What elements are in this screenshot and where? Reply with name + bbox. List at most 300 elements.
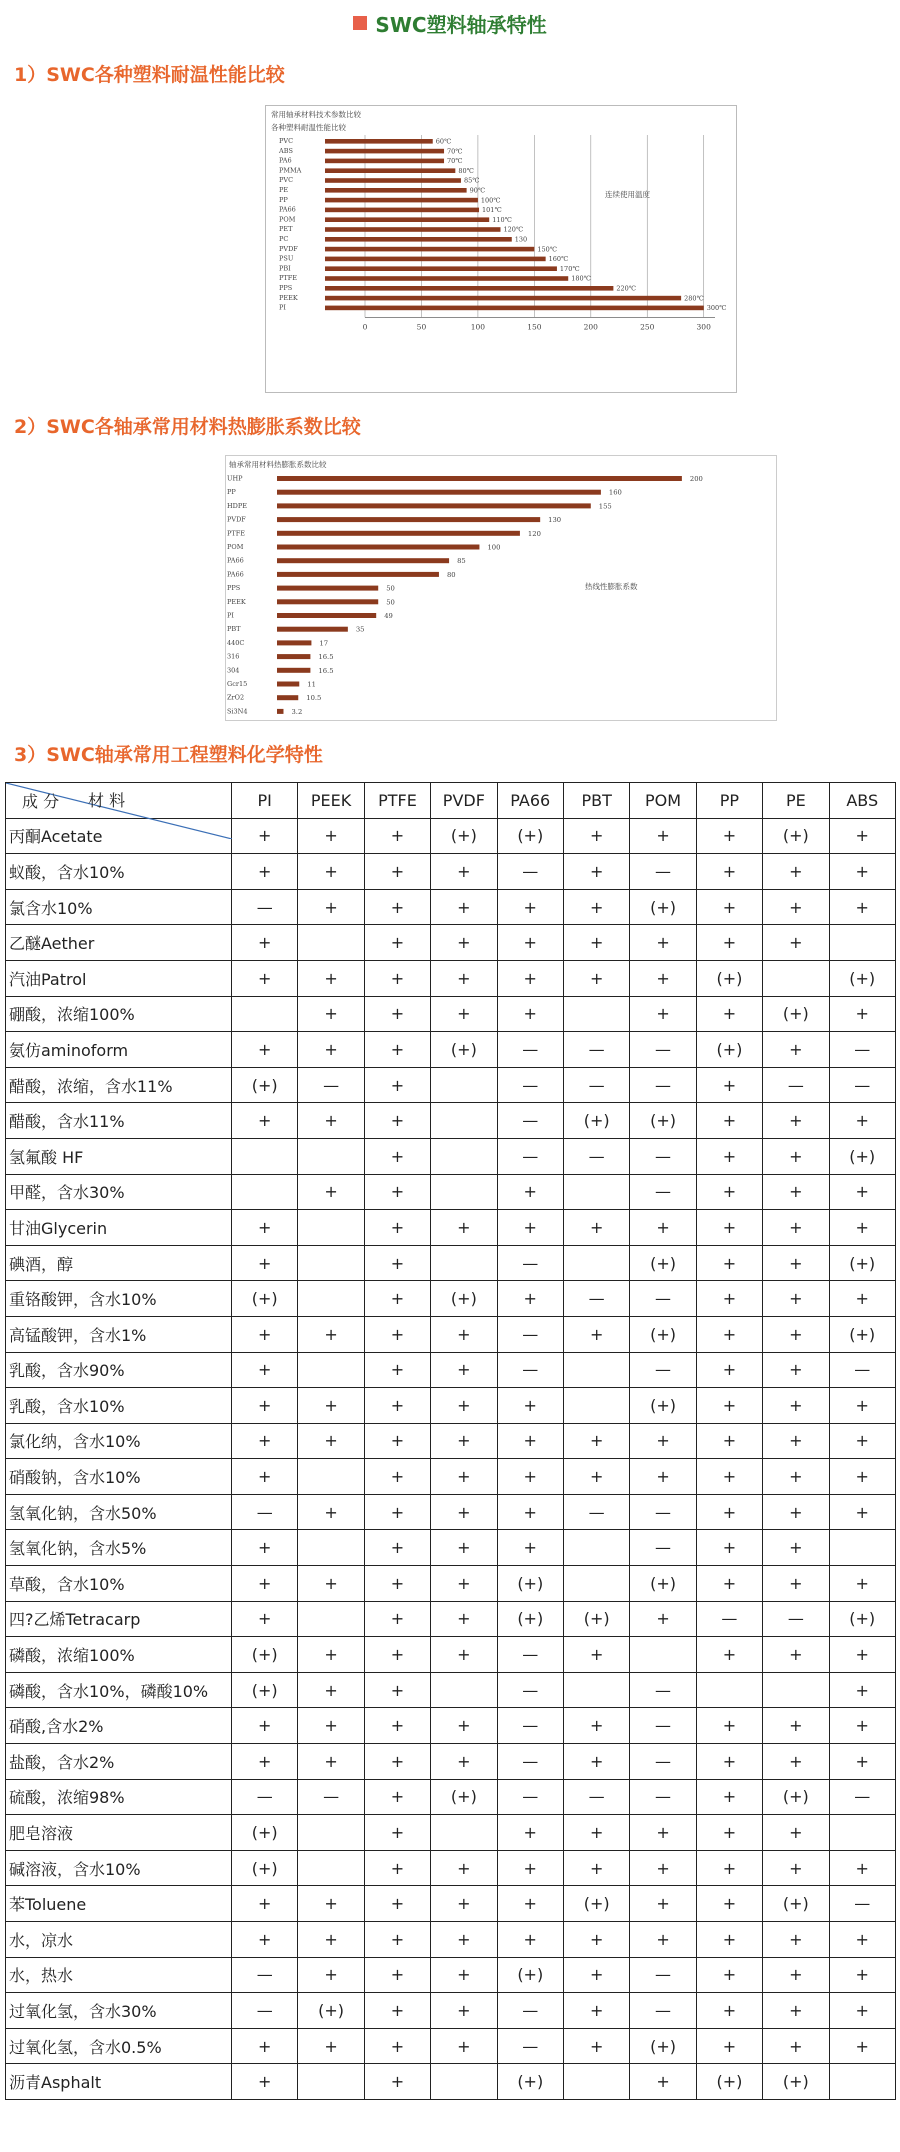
table-cell: [563, 1672, 629, 1708]
column-header: PVDF: [431, 783, 497, 819]
column-header: PI: [232, 783, 298, 819]
table-cell: +: [232, 818, 298, 854]
table-cell: +: [364, 1744, 430, 1780]
table-cell: +: [563, 818, 629, 854]
table-cell: +: [364, 1494, 430, 1530]
table-cell: (+): [497, 2064, 563, 2100]
heat-value-label: 60℃: [435, 137, 452, 146]
table-cell: +: [232, 1530, 298, 1566]
table-cell: [431, 1067, 497, 1103]
table-cell: —: [630, 854, 696, 890]
table-cell: +: [763, 1174, 829, 1210]
table-cell: +: [232, 1388, 298, 1424]
heat-bar: [325, 168, 455, 173]
table-cell: +: [232, 1316, 298, 1352]
table-cell: +: [431, 1708, 497, 1744]
table-cell: +: [763, 889, 829, 925]
table-cell: +: [232, 2064, 298, 2100]
thermal-bar: [277, 682, 299, 687]
table-cell: +: [298, 1672, 364, 1708]
table-cell: —: [563, 1494, 629, 1530]
heat-value-label: 101℃: [482, 206, 502, 215]
table-cell: —: [630, 1744, 696, 1780]
table-cell: +: [630, 1922, 696, 1958]
table-row: [6, 1245, 896, 1281]
table-cell: +: [298, 1886, 364, 1922]
heat-category-label: PC: [279, 235, 289, 243]
thermal-bar: [277, 640, 311, 645]
table-cell: —: [563, 1138, 629, 1174]
thermal-category-label: ZrO2: [227, 693, 245, 702]
heat-bar: [325, 247, 534, 252]
table-cell: +: [232, 925, 298, 961]
table-cell: —: [232, 1779, 298, 1815]
table-cell: +: [696, 854, 762, 890]
table-cell: +: [630, 1886, 696, 1922]
table-cell: +: [298, 1174, 364, 1210]
table-cell: +: [763, 1210, 829, 1246]
table-cell: +: [763, 1708, 829, 1744]
table-cell: +: [232, 1032, 298, 1068]
heat-value-label: 80℃: [458, 166, 474, 175]
table-row: [6, 889, 896, 925]
heat-category-label: PI: [279, 303, 286, 312]
table-cell: —: [630, 1779, 696, 1815]
table-cell: —: [763, 1067, 829, 1103]
thermal-bar: [277, 531, 520, 536]
table-cell: +: [829, 1281, 895, 1317]
table-cell: (+): [763, 2064, 829, 2100]
table-cell: +: [829, 1459, 895, 1495]
column-header: PEEK: [298, 783, 364, 819]
table-cell: +: [298, 1103, 364, 1139]
table-cell: +: [696, 2028, 762, 2064]
table-cell: —: [497, 1637, 563, 1673]
table-cell: —: [497, 1138, 563, 1174]
table-row: [6, 1957, 896, 1993]
table-cell: +: [829, 1210, 895, 1246]
table-cell: —: [563, 1067, 629, 1103]
heat-x-tick-label: 100: [470, 322, 486, 332]
table-cell: +: [364, 889, 430, 925]
table-row: [6, 1850, 896, 1886]
heat-category-label: PP: [279, 195, 288, 204]
table-row: [6, 1103, 896, 1139]
table-cell: +: [431, 854, 497, 890]
table-cell: [298, 2064, 364, 2100]
heat-bar: [325, 188, 467, 193]
heat-bar: [325, 286, 613, 291]
table-cell: [763, 960, 829, 996]
table-cell: —: [630, 1067, 696, 1103]
table-cell: +: [696, 1779, 762, 1815]
thermal-value-label: 120: [527, 529, 541, 538]
heat-category-label: PBI: [279, 264, 291, 273]
table-cell: (+): [630, 1245, 696, 1281]
table-cell: —: [497, 1032, 563, 1068]
table-cell: +: [696, 1744, 762, 1780]
table-cell: +: [763, 854, 829, 890]
row-label: 磷酸，含水10%，磷酸10%: [6, 1672, 232, 1708]
table-cell: —: [630, 1352, 696, 1388]
table-cell: +: [364, 1566, 430, 1602]
table-cell: (+): [232, 1067, 298, 1103]
table-row: [6, 854, 896, 890]
table-cell: +: [763, 1637, 829, 1673]
table-cell: (+): [232, 1815, 298, 1851]
heat-x-tick-label: 250: [640, 322, 655, 332]
row-label: 高锰酸钾，含水1%: [6, 1316, 232, 1352]
table-cell: +: [696, 1281, 762, 1317]
table-cell: [563, 1530, 629, 1566]
heat-category-label: PE: [279, 186, 289, 194]
heat-chart-title: 常用轴承材料技术参数比较: [271, 110, 361, 119]
thermal-value-label: 160: [608, 488, 622, 497]
table-cell: —: [497, 1779, 563, 1815]
table-cell: (+): [497, 1566, 563, 1602]
table-row: [6, 1352, 896, 1388]
table-cell: +: [696, 1850, 762, 1886]
column-header: POM: [630, 783, 696, 819]
table-cell: +: [763, 1423, 829, 1459]
heat-category-label: PPS: [279, 284, 293, 292]
thermal-value-label: 200: [689, 475, 703, 483]
table-row: [6, 1281, 896, 1317]
table-cell: +: [696, 1993, 762, 2029]
row-label: 过氧化氢，含水0.5%: [6, 2028, 232, 2064]
thermal-value-label: 10.5: [306, 694, 322, 703]
page-title: SWC塑料轴承特性: [375, 12, 547, 37]
table-cell: +: [696, 818, 762, 854]
table-cell: +: [829, 2028, 895, 2064]
table-cell: +: [497, 1423, 563, 1459]
thermal-value-label: 80: [446, 570, 456, 579]
row-label: 碱溶液，含水10%: [6, 1850, 232, 1886]
row-label: 水，热水: [6, 1957, 232, 1993]
table-cell: +: [431, 1744, 497, 1780]
row-label: 乳酸，含水90%: [6, 1352, 232, 1388]
table-cell: [431, 1672, 497, 1708]
table-cell: +: [364, 925, 430, 961]
table-cell: +: [431, 1993, 497, 2029]
table-cell: +: [298, 960, 364, 996]
table-cell: [829, 2064, 895, 2100]
row-label: 沥青Asphalt: [6, 2064, 232, 2100]
table-row: [6, 1886, 896, 1922]
thermal-category-label: POM: [227, 543, 244, 551]
table-cell: +: [364, 818, 430, 854]
table-cell: +: [763, 1245, 829, 1281]
table-cell: [298, 1245, 364, 1281]
thermal-value-label: 16.5: [318, 653, 334, 662]
table-cell: +: [696, 1174, 762, 1210]
heat-x-tick-label: 50: [416, 322, 427, 332]
table-cell: +: [829, 1174, 895, 1210]
table-cell: +: [431, 1530, 497, 1566]
table-cell: —: [630, 1494, 696, 1530]
table-cell: +: [364, 1530, 430, 1566]
table-row: [6, 1316, 896, 1352]
table-cell: [563, 996, 629, 1032]
table-cell: +: [829, 1922, 895, 1958]
thermal-category-label: Gcr15: [227, 680, 248, 688]
heat-value-label: 300℃: [706, 304, 727, 313]
heat-x-tick-label: 0: [362, 322, 368, 332]
table-cell: —: [497, 1744, 563, 1780]
table-cell: +: [563, 1637, 629, 1673]
table-row: [6, 960, 896, 996]
thermal-category-label: PVDF: [227, 515, 246, 524]
table-cell: +: [232, 1886, 298, 1922]
table-cell: +: [364, 960, 430, 996]
row-label: 硝酸钠，含水10%: [6, 1459, 232, 1495]
thermal-bar: [277, 503, 591, 508]
table-cell: +: [829, 889, 895, 925]
thermal-category-label: PBT: [227, 625, 241, 634]
thermal-category-label: PA66: [227, 570, 244, 579]
heat-value-label: 100℃: [480, 196, 501, 205]
table-cell: +: [563, 960, 629, 996]
table-cell: +: [232, 1566, 298, 1602]
table-cell: +: [563, 1815, 629, 1851]
table-cell: +: [563, 1922, 629, 1958]
table-cell: +: [696, 1922, 762, 1958]
table-cell: +: [431, 1886, 497, 1922]
table-cell: +: [364, 996, 430, 1032]
table-row: [6, 1601, 896, 1637]
table-cell: (+): [763, 1779, 829, 1815]
heat-category-label: ABS: [279, 146, 293, 155]
heat-bar: [325, 198, 478, 203]
table-corner-cell: [6, 783, 232, 819]
column-header: PP: [696, 783, 762, 819]
table-row: [6, 1494, 896, 1530]
table-row: [6, 1993, 896, 2029]
table-cell: (+): [431, 1032, 497, 1068]
table-cell: [563, 1352, 629, 1388]
row-label: 磷酸，浓缩100%: [6, 1637, 232, 1673]
heat-chart-subtitle: 各种塑料耐温性能比较: [271, 123, 346, 132]
thermal-category-label: UHP: [227, 474, 243, 483]
table-cell: —: [630, 1174, 696, 1210]
table-cell: (+): [431, 1281, 497, 1317]
heat-value-label: 90℃: [469, 186, 486, 195]
table-cell: +: [298, 1957, 364, 1993]
table-cell: —: [829, 1032, 895, 1068]
table-cell: +: [497, 996, 563, 1032]
heat-x-tick-label: 150: [527, 322, 542, 332]
table-row: [6, 1815, 896, 1851]
row-label: 盐酸，含水2%: [6, 1744, 232, 1780]
table-cell: +: [630, 2064, 696, 2100]
table-cell: +: [630, 1459, 696, 1495]
table-cell: +: [829, 854, 895, 890]
table-cell: +: [696, 1388, 762, 1424]
table-cell: [298, 1210, 364, 1246]
table-cell: +: [829, 1708, 895, 1744]
table-cell: (+): [232, 1672, 298, 1708]
table-cell: +: [497, 1886, 563, 1922]
table-row: [6, 1922, 896, 1958]
table-cell: +: [630, 818, 696, 854]
table-cell: (+): [497, 818, 563, 854]
heat-bar: [325, 159, 444, 164]
row-label: 乙醚Aether: [6, 925, 232, 961]
table-cell: —: [563, 1032, 629, 1068]
table-cell: +: [497, 960, 563, 996]
row-label: 氨仿aminoform: [6, 1032, 232, 1068]
table-cell: [563, 1174, 629, 1210]
thermal-chart-title: 轴承常用材料热膨胀系数比较: [229, 460, 327, 469]
table-cell: +: [563, 2028, 629, 2064]
table-cell: +: [829, 1103, 895, 1139]
heat-bar: [325, 257, 546, 262]
table-cell: +: [696, 1459, 762, 1495]
table-cell: —: [497, 854, 563, 890]
table-cell: [696, 1672, 762, 1708]
thermal-category-label: 304: [227, 666, 240, 675]
table-cell: —: [630, 1281, 696, 1317]
table-cell: +: [364, 1957, 430, 1993]
heat-bar: [325, 217, 489, 222]
table-cell: [431, 1245, 497, 1281]
table-cell: +: [497, 1494, 563, 1530]
heat-bar: [325, 276, 568, 281]
table-cell: [298, 1530, 364, 1566]
table-cell: +: [696, 1886, 762, 1922]
table-cell: +: [298, 1708, 364, 1744]
table-cell: +: [563, 1993, 629, 2029]
table-cell: +: [763, 1957, 829, 1993]
table-cell: +: [630, 960, 696, 996]
table-cell: —: [298, 1779, 364, 1815]
table-cell: (+): [630, 2028, 696, 2064]
row-label: 醋酸，浓缩，含水11%: [6, 1067, 232, 1103]
table-cell: +: [431, 996, 497, 1032]
table-cell: [298, 1815, 364, 1851]
heat-category-label: PTFE: [279, 274, 297, 283]
table-cell: +: [763, 1316, 829, 1352]
table-cell: (+): [829, 1316, 895, 1352]
page-header: [0, 8, 900, 38]
thermal-category-label: PA66: [227, 556, 244, 565]
table-cell: +: [232, 1352, 298, 1388]
table-cell: —: [829, 1067, 895, 1103]
table-cell: +: [364, 1779, 430, 1815]
thermal-value-label: 11: [307, 680, 316, 689]
row-label: 氯含水10%: [6, 889, 232, 925]
table-cell: +: [364, 1672, 430, 1708]
table-cell: +: [630, 1423, 696, 1459]
thermal-value-label: 130: [548, 516, 562, 525]
table-cell: +: [431, 925, 497, 961]
column-header: ABS: [829, 783, 895, 819]
heat-value-label: 180℃: [571, 274, 591, 283]
table-cell: +: [763, 925, 829, 961]
row-label: 碘酒，醇: [6, 1245, 232, 1281]
thermal-bar: [277, 476, 682, 481]
table-cell: +: [696, 1316, 762, 1352]
table-cell: +: [829, 996, 895, 1032]
heat-category-label: PVC: [279, 176, 294, 185]
table-cell: +: [763, 1032, 829, 1068]
chemical-properties-table: [5, 782, 896, 2100]
table-cell: +: [497, 1850, 563, 1886]
heat-value-label: 110℃: [492, 215, 512, 224]
heat-category-label: PMMA: [279, 166, 302, 175]
table-cell: [563, 2064, 629, 2100]
table-cell: +: [364, 1922, 430, 1958]
section-heading-heat: 1）SWC各种塑料耐温性能比较: [14, 64, 285, 86]
table-cell: +: [763, 1922, 829, 1958]
table-cell: +: [364, 1281, 430, 1317]
table-cell: +: [497, 889, 563, 925]
heat-value-label: 130: [514, 235, 528, 244]
table-cell: +: [563, 1210, 629, 1246]
table-cell: [763, 1672, 829, 1708]
table-cell: +: [364, 854, 430, 890]
heat-resistance-chart: [265, 105, 737, 393]
thermal-bar: [277, 586, 378, 591]
heat-value-label: 150℃: [537, 245, 558, 254]
thermal-value-label: 85: [457, 557, 466, 566]
table-cell: +: [364, 1388, 430, 1424]
table-cell: +: [829, 1423, 895, 1459]
table-row: [6, 925, 896, 961]
section-heading-chemical: 3）SWC轴承常用工程塑料化学特性: [14, 744, 323, 766]
table-cell: +: [364, 1423, 430, 1459]
heat-category-label: PEEK: [279, 293, 298, 302]
table-cell: +: [232, 960, 298, 996]
table-cell: —: [630, 1032, 696, 1068]
table-cell: +: [364, 1352, 430, 1388]
table-cell: +: [431, 960, 497, 996]
thermal-bar: [277, 599, 378, 604]
table-cell: +: [298, 1316, 364, 1352]
table-cell: +: [763, 1459, 829, 1495]
thermal-value-label: 50: [386, 584, 395, 593]
thermal-chart-legend: 热线性膨胀系数: [585, 582, 638, 591]
table-cell: +: [364, 1210, 430, 1246]
table-cell: —: [497, 1708, 563, 1744]
table-cell: +: [364, 1601, 430, 1637]
table-cell: —: [630, 1138, 696, 1174]
column-header: PA66: [497, 783, 563, 819]
table-cell: (+): [630, 1388, 696, 1424]
row-label: 氢氧化钠，含水50%: [6, 1494, 232, 1530]
heat-bar: [325, 149, 444, 154]
table-cell: [298, 1138, 364, 1174]
row-label: 肥皂溶液: [6, 1815, 232, 1851]
table-cell: +: [696, 1245, 762, 1281]
table-cell: +: [563, 1459, 629, 1495]
table-cell: +: [696, 1067, 762, 1103]
table-cell: +: [563, 854, 629, 890]
table-cell: +: [497, 1459, 563, 1495]
table-cell: +: [563, 1744, 629, 1780]
table-cell: [829, 1530, 895, 1566]
table-cell: +: [232, 1601, 298, 1637]
table-cell: —: [829, 1886, 895, 1922]
table-cell: +: [232, 2028, 298, 2064]
table-cell: +: [298, 1388, 364, 1424]
heat-value-label: 170℃: [559, 264, 580, 273]
table-cell: (+): [232, 1281, 298, 1317]
heat-category-label: PA66: [279, 205, 296, 214]
header-square-icon: [353, 16, 367, 30]
table-cell: +: [364, 1459, 430, 1495]
table-row: [6, 1530, 896, 1566]
